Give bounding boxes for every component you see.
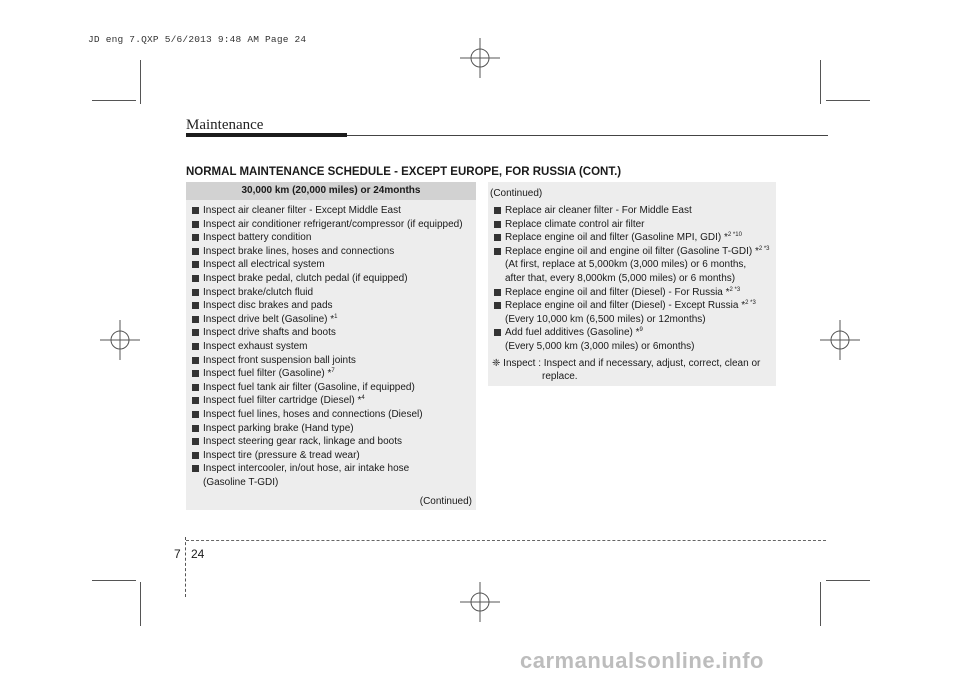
checkbox-bullet-icon [192,248,199,255]
list-item-continuation: (Gasoline T-GDI) [203,476,279,488]
checkbox-bullet-icon [192,452,199,459]
schedule-title: NORMAL MAINTENANCE SCHEDULE - EXCEPT EUROPE, FOR RUSSIA (CONT.) [186,166,622,178]
list-item [186,286,476,300]
note-text-continuation: replace. [542,370,578,382]
checkbox-bullet-icon [192,234,199,241]
list-item-text: Inspect brake pedal, clutch pedal (if equipped) [203,272,408,284]
list-item-text: Inspect fuel filter (Gasoline) * [203,368,332,380]
checkbox-bullet-icon [192,357,199,364]
checkbox-bullet-icon [494,329,501,336]
footnote-marker: 7 [331,368,335,375]
checkbox-bullet-icon [192,397,199,404]
note-symbol-icon: ❈ [492,357,501,369]
checkbox-bullet-icon [192,302,199,309]
page-number-divider [185,537,187,597]
list-item-text: Add fuel additives (Gasoline) * [505,327,640,339]
list-item-text: Inspect parking brake (Hand type) [203,422,354,434]
continued-label: (Continued) [419,496,472,507]
list-item [186,381,476,395]
note-label: Inspect : [503,357,541,369]
checkbox-bullet-icon [494,289,501,296]
section-rule-thin [347,135,828,136]
list-item-text: Inspect tire (pressure & tread wear) [203,449,360,461]
list-item [186,272,476,286]
checkbox-bullet-icon [192,207,199,214]
list-item-text: Replace engine oil and filter (Diesel) - For Russia * [505,286,730,298]
list-item-text: Inspect brake/clutch fluid [203,286,314,298]
list-item [488,326,776,340]
checkbox-bullet-icon [494,234,501,241]
checkbox-bullet-icon [192,425,199,432]
right-item-list [488,204,776,354]
list-item [488,286,776,300]
checkbox-bullet-icon [494,207,501,214]
checkbox-bullet-icon [192,343,199,350]
watermark: carmanualsonline.info [520,648,764,673]
list-item [186,245,476,259]
left-item-list [186,204,476,476]
list-item-text: Inspect exhaust system [203,340,308,352]
list-item-text: Inspect fuel lines, hoses and connections (Diesel) [203,408,423,420]
list-item [186,258,476,272]
crop-mark [140,582,141,626]
crop-mark [92,580,136,581]
footer-dashed-rule [186,540,826,541]
footnote-marker: 2 *10 [727,232,742,239]
crop-mark [92,100,136,101]
list-item-continuation: (Every 5,000 km (3,000 miles) or 6months) [505,340,695,352]
registration-mark-icon [460,582,500,622]
checkbox-bullet-icon [192,370,199,377]
list-item-text: Inspect disc brakes and pads [203,300,333,312]
checkbox-bullet-icon [192,275,199,282]
page-number: 24 [191,547,205,561]
checkbox-bullet-icon [192,221,199,228]
footnote-marker: 2 *3 [729,286,741,293]
footnote-marker: 2 *3 [745,300,756,307]
footnote-marker: 1 [334,313,338,320]
list-item-continuation: (Every 10,000 km (6,500 miles) or 12months) [505,313,706,325]
list-item [186,435,476,449]
list-item [186,313,476,327]
crop-mark [140,60,141,104]
list-item [186,367,476,381]
crop-mark [820,60,821,104]
list-item [186,394,476,408]
list-item-text: Inspect all electrical system [203,259,325,271]
list-item [488,218,776,232]
checkbox-bullet-icon [192,329,199,336]
list-item-text: Replace air cleaner filter - For Middle East [505,205,692,216]
list-item [186,408,476,422]
list-item [186,449,476,463]
list-item-text: Inspect intercooler, in/out hose, air intake hose [203,463,410,475]
checkbox-bullet-icon [192,438,199,445]
footnote-marker: 2 *3 [758,245,770,252]
schedule-panel-right [488,182,776,386]
list-item-continuation: (At first, replace at 5,000km (3,000 miles) or 6 months, [505,259,747,271]
crop-mark [826,100,870,101]
checkbox-bullet-icon [192,316,199,323]
checkbox-bullet-icon [494,221,501,228]
list-item [488,231,776,245]
crop-mark [826,580,870,581]
list-item [186,231,476,245]
list-item-text: Inspect steering gear rack, linkage and boots [203,436,403,448]
interval-header: 30,000 km (20,000 miles) or 24months [186,182,476,200]
list-item-text: Inspect drive shafts and boots [203,327,336,339]
registration-mark-icon [460,38,500,78]
continued-label: (Continued) [490,188,543,199]
list-item [186,340,476,354]
list-item [186,422,476,436]
list-item-text: Inspect front suspension ball joints [203,354,356,366]
crop-mark [820,582,821,626]
list-item [186,326,476,340]
checkbox-bullet-icon [192,289,199,296]
section-rule-thick [186,133,347,137]
list-item-text: Inspect fuel tank air filter (Gasoline, if equipped) [203,381,415,393]
footnote-marker: 9 [639,327,643,334]
list-item-text: Replace climate control air filter [505,218,645,230]
print-slug: JD eng 7.QXP 5/6/2013 9:48 AM Page 24 [88,34,307,45]
list-item-text: Inspect air conditioner refrigerant/compressor (if equipped) [203,218,463,230]
list-item [186,218,476,232]
footnote-marker: 4 [361,395,365,402]
list-item [186,354,476,368]
list-item [186,462,476,476]
list-item-text: Replace engine oil and engine oil filter (Gasoline T-GDI) * [505,245,759,257]
list-item-text: Inspect battery condition [203,232,312,244]
checkbox-bullet-icon [192,411,199,418]
checkbox-bullet-icon [192,261,199,268]
list-item [488,299,776,313]
list-item-text: Replace engine oil and filter (Diesel) - Except Russia * [505,300,746,312]
list-item-continuation: after that, every 8,000km (5,000 miles) or 6 months) [505,272,736,284]
checkbox-bullet-icon [494,248,501,255]
list-item-text: Inspect air cleaner filter - Except Middle East [203,205,401,216]
chapter-number: 7 [174,547,181,561]
list-item-text: Inspect brake lines, hoses and connections [203,245,395,257]
checkbox-bullet-icon [494,302,501,309]
checkbox-bullet-icon [192,465,199,472]
schedule-panel-left [186,182,476,510]
checkbox-bullet-icon [192,384,199,391]
note-text: Inspect and if necessary, adjust, correct, clean or [543,357,761,369]
section-title: Maintenance [186,117,264,133]
list-item [488,245,776,259]
list-item [186,299,476,313]
list-item-text: Inspect drive belt (Gasoline) * [203,313,335,325]
list-item-text: Replace engine oil and filter (Gasoline MPI, GDI) * [505,232,728,244]
registration-mark-icon [100,320,140,360]
list-item [488,204,776,218]
inspect-note [488,357,776,383]
list-item [186,204,476,218]
list-item-text: Inspect fuel filter cartridge (Diesel) * [203,395,362,407]
registration-mark-icon [820,320,860,360]
